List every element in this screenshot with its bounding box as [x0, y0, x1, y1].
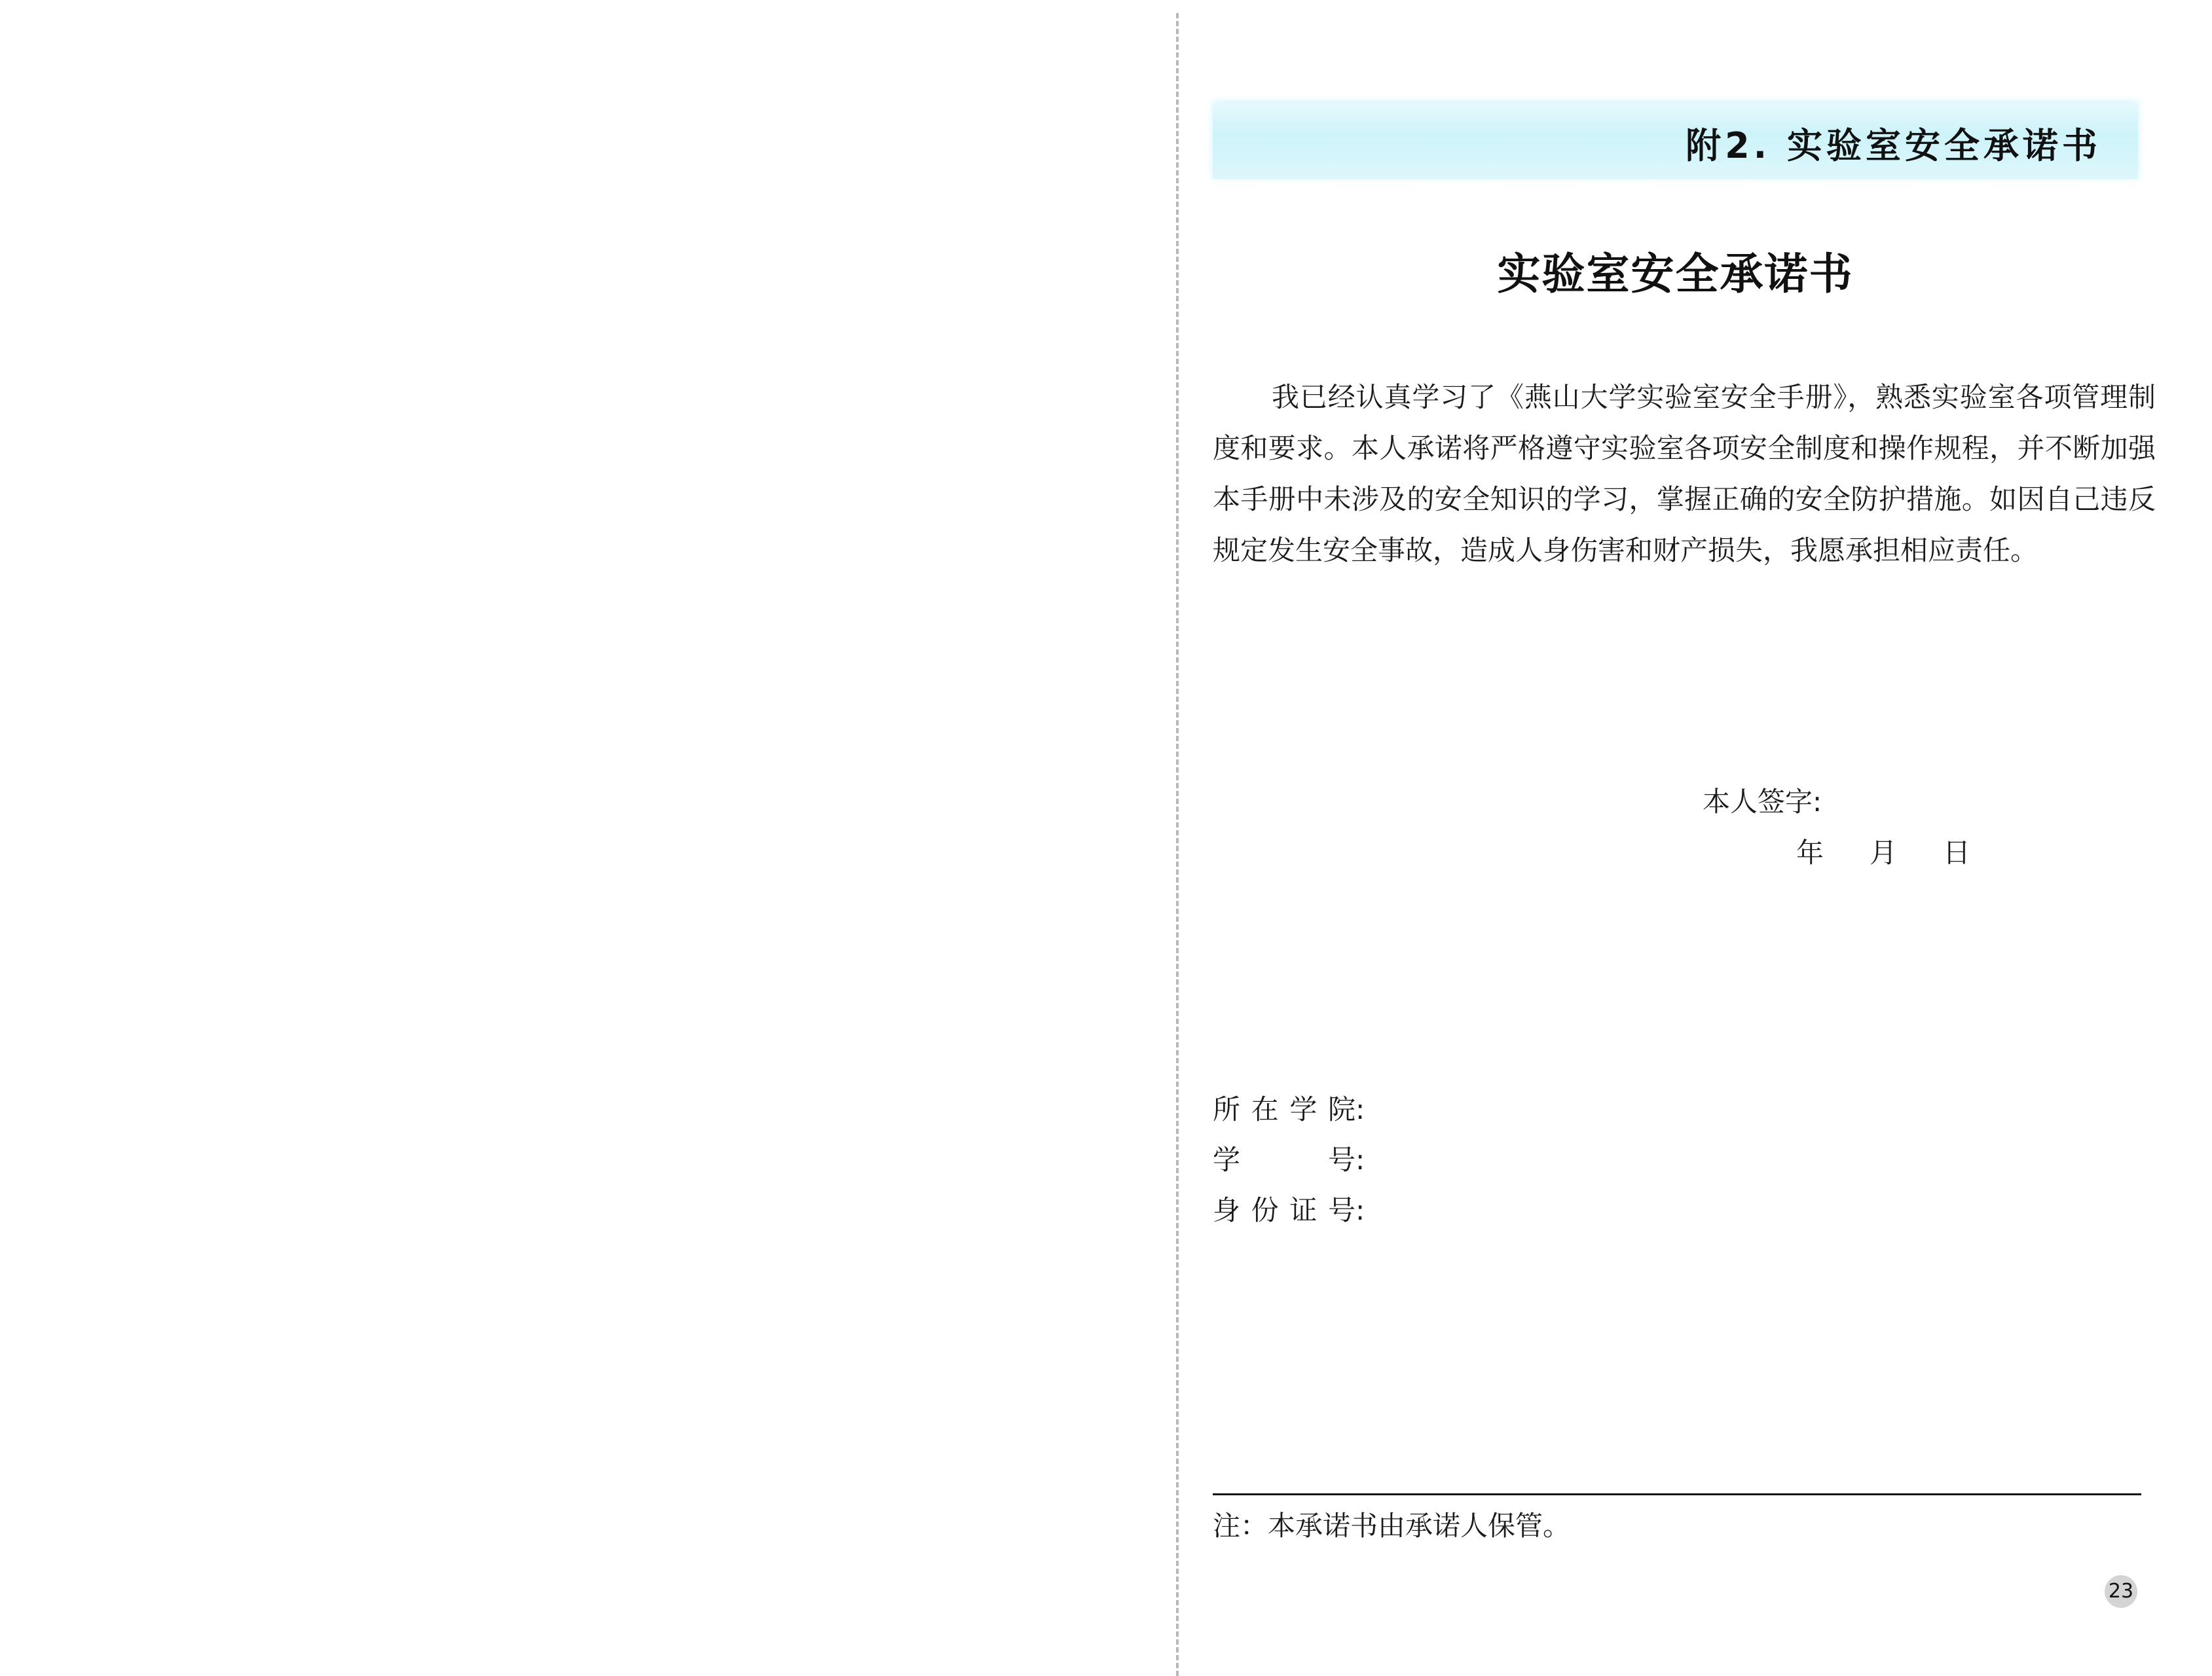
- appendix-header-band: [1213, 103, 2138, 179]
- pledge-body-text: 我已经认真学习了《燕山大学实验室安全手册》，熟悉实验室各项管理制度和要求。本人承诺将严格遵守实验室各项安全制度和操作规程，并不断加强本手册中未涉及的安全知识的学习，掌握正确的安全防护措施。如因自己违反规定发生安全事故，造成人身伤害和财产损失，我愿承担相应责任。: [1213, 381, 2156, 566]
- field-student-id-label: 学号: [1213, 1144, 1355, 1176]
- document-title: 实验室安全承诺书: [1497, 249, 1854, 299]
- footnote: 注：本承诺书由承诺人保管。: [1213, 1510, 1571, 1542]
- date-day-label: 日: [1943, 837, 1971, 869]
- date-month-label: 月: [1870, 837, 1898, 869]
- field-college-colon: :: [1355, 1093, 1365, 1125]
- field-college: [1213, 1088, 1365, 1127]
- field-id-number-label: 身份证号: [1213, 1194, 1355, 1226]
- field-id-number-colon: :: [1355, 1194, 1365, 1226]
- signature-label: 本人签字:: [1703, 786, 1822, 818]
- note-divider: [1213, 1493, 2141, 1495]
- appendix-title: 附2. 实验室安全承诺书: [1686, 125, 2101, 166]
- field-college-label: 所在学院: [1213, 1093, 1355, 1125]
- field-id-number: [1213, 1189, 1365, 1228]
- field-student-id: [1213, 1139, 1365, 1178]
- field-student-id-colon: :: [1355, 1144, 1365, 1176]
- date-year-label: 年: [1796, 837, 1824, 869]
- fold-divider: [1176, 13, 1179, 1676]
- page-number-badge: 23: [2105, 1575, 2137, 1608]
